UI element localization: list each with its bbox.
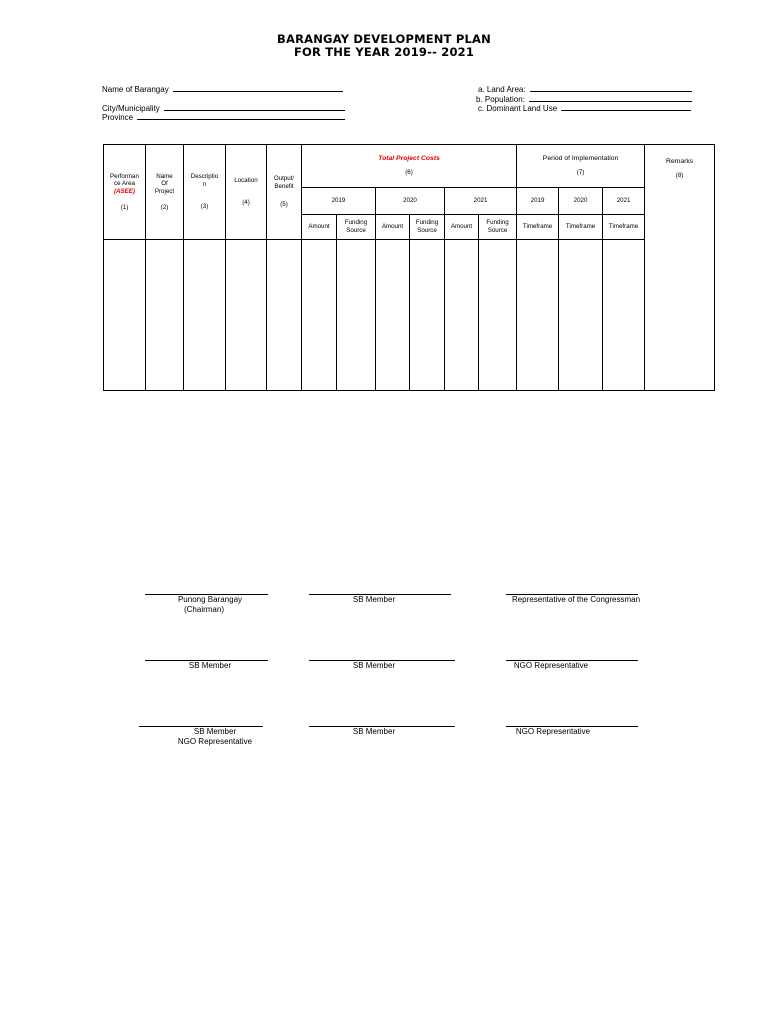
header-performance-area: Performan ce Area (ASEE) (1) <box>104 145 146 240</box>
cell-timeframe-2020[interactable] <box>559 240 603 391</box>
timeframe-2020-header: Timeframe <box>559 215 603 240</box>
period-year-2019: 2019 <box>517 188 559 215</box>
cell-timeframe-2019[interactable] <box>517 240 559 391</box>
funding-source-2020-header: Funding Source <box>410 215 445 240</box>
development-plan-table <box>103 144 715 391</box>
signatory-congressman-representative: Representative of the Congressman <box>511 595 641 604</box>
header-output-benefit: Output/ Benefit (5) <box>267 145 302 240</box>
province-label: Province <box>102 113 134 122</box>
cost-year-2019: 2019 <box>302 188 376 215</box>
signatory-ngo-representative: NGO Representative <box>515 727 591 736</box>
land-area-blank[interactable] <box>530 85 692 92</box>
header-location: Location (4) <box>226 145 267 240</box>
amount-2020-header: Amount <box>376 215 410 240</box>
amount-2021-header: Amount <box>445 215 479 240</box>
signatory-ngo-representative: NGO Representative <box>513 661 589 670</box>
table-row <box>104 240 715 391</box>
city-municipality-blank[interactable] <box>164 104 345 111</box>
asee-label: (ASEE) <box>114 188 135 195</box>
population-blank[interactable] <box>529 95 692 102</box>
cell-amount-2020[interactable] <box>376 240 410 391</box>
header-project-name: Name Of Project (2) <box>146 145 184 240</box>
document-title: BARANGAY DEVELOPMENT PLAN <box>277 32 491 46</box>
dominant-land-use-blank[interactable] <box>561 104 691 111</box>
header-remarks: Remarks (8) <box>645 145 715 391</box>
cell-amount-2019[interactable] <box>302 240 337 391</box>
funding-source-2021-header: Funding Source <box>479 215 517 240</box>
signatory-sb-member-ngo: SB Member NGO Representative <box>177 727 253 746</box>
barangay-name-field[interactable] <box>102 85 343 94</box>
cell-output-benefit[interactable] <box>267 240 302 391</box>
timeframe-2019-header: Timeframe <box>517 215 559 240</box>
signatory-sb-member: SB Member <box>352 595 396 604</box>
province-field[interactable] <box>102 113 345 122</box>
cell-amount-2021[interactable] <box>445 240 479 391</box>
cell-funding-2019[interactable] <box>337 240 376 391</box>
header-total-project-costs: Total Project Costs (6) <box>302 145 517 188</box>
province-blank[interactable] <box>137 113 345 120</box>
period-year-2021: 2021 <box>603 188 645 215</box>
barangay-name-label: Name of Barangay <box>102 85 169 94</box>
document-subtitle: FOR THE YEAR 2019-- 2021 <box>293 45 475 59</box>
population-field[interactable] <box>476 95 692 104</box>
cell-funding-2020[interactable] <box>410 240 445 391</box>
population-label: b. Population: <box>476 95 525 104</box>
cost-year-2020: 2020 <box>376 188 445 215</box>
signatory-sb-member: SB Member <box>188 661 232 670</box>
land-area-label: a. Land Area: <box>478 85 526 94</box>
amount-2019-header: Amount <box>302 215 337 240</box>
cell-funding-2021[interactable] <box>479 240 517 391</box>
period-year-2020: 2020 <box>559 188 603 215</box>
land-area-field[interactable] <box>478 85 692 94</box>
signatory-sb-member: SB Member <box>352 661 396 670</box>
city-municipality-label: City/Municipality <box>102 104 160 113</box>
dominant-land-use-field[interactable] <box>478 104 691 113</box>
signatory-sb-member: SB Member <box>352 727 396 736</box>
cell-description[interactable] <box>184 240 226 391</box>
cell-performance-area[interactable] <box>104 240 146 391</box>
timeframe-2021-header: Timeframe <box>603 215 645 240</box>
funding-source-2019-header: Funding Source <box>337 215 376 240</box>
cell-location[interactable] <box>226 240 267 391</box>
city-municipality-field[interactable] <box>102 104 345 113</box>
signatory-punong-barangay: Punong Barangay (Chairman) <box>177 595 243 614</box>
header-period-of-implementation: Period of Implementation (7) <box>517 145 645 188</box>
barangay-name-blank[interactable] <box>173 85 343 92</box>
cell-timeframe-2021[interactable] <box>603 240 645 391</box>
dominant-land-use-label: c. Dominant Land Use <box>478 104 558 113</box>
cell-project-name[interactable] <box>146 240 184 391</box>
cost-year-2021: 2021 <box>445 188 517 215</box>
header-description: Descriptio n (3) <box>184 145 226 240</box>
